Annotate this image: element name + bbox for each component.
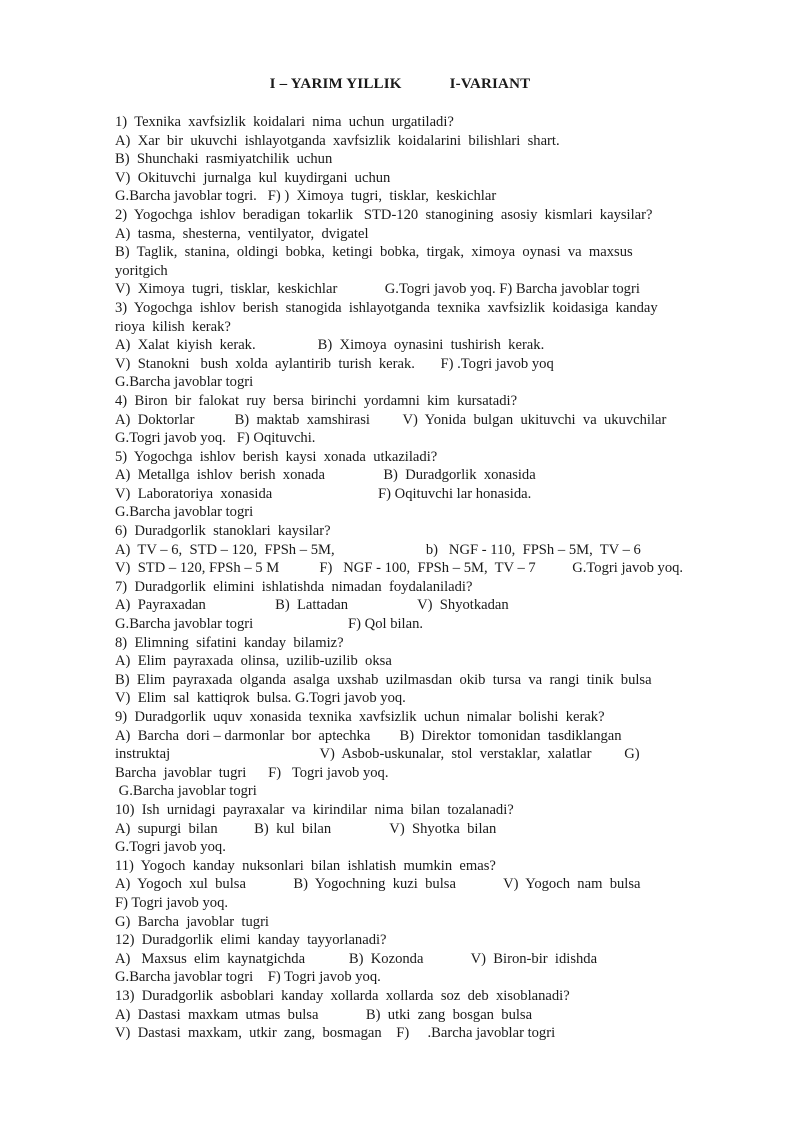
- text-line-content: G.Barcha javoblar togri: [115, 374, 254, 391]
- text-line-content: A) Metallga ishlov berish xonada B) Duradgorlik xonasida: [115, 467, 536, 484]
- text-line-content: V) STD – 120, FPSh – 5 M F) NGF - 100, FPSh – 5M, TV – 7 G.Togri javob yoq.: [115, 560, 684, 577]
- text-line-content: V) Stanokni bush xolda aylantirib turish kerak. F) .Togri javob yoq: [115, 355, 554, 372]
- text-line: [115, 1006, 740, 1025]
- text-line: [115, 150, 740, 169]
- text-line-content: A) Xalat kiyish kerak. B) Ximoya oynasini tushirish kerak.: [115, 337, 545, 354]
- text-line-content: G.Barcha javoblar togri: [115, 783, 257, 800]
- text-line: [115, 745, 740, 764]
- text-line: [115, 931, 740, 950]
- text-line: [115, 243, 740, 262]
- text-line-content: 4) Biron bir falokat ruy bersa birinchi yordamni kim kursatadi?: [115, 392, 518, 409]
- text-line-content: G) Barcha javoblar tugri: [115, 913, 269, 930]
- text-line: [115, 615, 740, 634]
- text-line-content: yoritgich: [115, 262, 168, 279]
- text-line: [115, 652, 740, 671]
- text-line: [115, 820, 740, 839]
- text-line: [115, 262, 740, 281]
- text-line-content: G.Togri javob yoq. F) Oqituvchi.: [115, 430, 316, 447]
- text-line-content: 8) Elimning sifatini kanday bilamiz?: [115, 634, 344, 651]
- text-line-content: 5) Yogochga ishlov berish kaysi xonada utkaziladi?: [115, 448, 438, 465]
- text-line: [115, 987, 740, 1006]
- text-line: [115, 671, 740, 690]
- text-line-content: A) supurgi bilan B) kul bilan V) Shyotka bilan: [115, 820, 497, 837]
- question-list: [115, 113, 740, 1043]
- text-line: [115, 392, 740, 411]
- text-line-content: A) Yogoch xul bulsa B) Yogochning kuzi bulsa V) Yogoch nam bulsa: [115, 876, 641, 893]
- text-line-content: 10) Ish urnidagi payraxalar va kirindilar nima bilan tozalanadi?: [115, 801, 514, 818]
- text-line: [115, 782, 740, 801]
- text-line-content: Barcha javoblar tugri F) Togri javob yoq.: [115, 764, 389, 781]
- title-variant: I-VARIANT: [449, 76, 531, 92]
- title-semester: I – YARIM YILLIK: [269, 76, 402, 92]
- page-title: [0, 76, 800, 93]
- text-line-content: V) Laboratoriya xonasida F) Oqituvchi lar honasida.: [115, 485, 532, 502]
- text-line: [115, 913, 740, 932]
- text-line: [115, 968, 740, 987]
- text-line-content: V) Elim sal kattiqrok bulsa. G.Togri javob yoq.: [115, 690, 406, 707]
- text-line: [115, 187, 740, 206]
- text-line-content: A) Barcha dori – darmonlar bor aptechka B) Direktor tomonidan tasdiklangan: [115, 727, 622, 744]
- text-line: [115, 373, 740, 392]
- text-line: [115, 336, 740, 355]
- text-line-content: A) Dastasi maxkam utmas bulsa B) utki zang bosgan bulsa: [115, 1006, 533, 1023]
- text-line: [115, 485, 740, 504]
- text-line-content: B) Shunchaki rasmiyatchilik uchun: [115, 151, 333, 168]
- text-line: [115, 355, 740, 374]
- text-line-content: A) Maxsus elim kaynatgichda B) Kozonda V) Biron-bir idishda: [115, 950, 598, 967]
- text-line: [115, 503, 740, 522]
- text-line: [115, 1024, 740, 1043]
- text-line-content: A) TV – 6, STD – 120, FPSh – 5M, b) NGF - 110, FPSh – 5M, TV – 6: [115, 541, 641, 558]
- text-line: [115, 318, 740, 337]
- text-line-content: G.Barcha javoblar togri F) Togri javob yoq.: [115, 969, 381, 986]
- text-line-content: V) Ximoya tugri, tisklar, keskichlar G.Togri javob yoq. F) Barcha javoblar togri: [115, 281, 640, 298]
- text-line-content: rioya kilish kerak?: [115, 318, 231, 335]
- text-line: [115, 541, 740, 560]
- text-line-content: G.Togri javob yoq.: [115, 839, 226, 856]
- text-line: [115, 466, 740, 485]
- text-line: [115, 801, 740, 820]
- text-line: [115, 764, 740, 783]
- text-line: [115, 132, 740, 151]
- text-line: [115, 429, 740, 448]
- text-line-content: A) Elim payraxada olinsa, uzilib-uzilib oksa: [115, 653, 392, 670]
- text-line-content: A) Payraxadan B) Lattadan V) Shyotkadan: [115, 597, 509, 614]
- text-line: [115, 634, 740, 653]
- text-line-content: B) Taglik, stanina, oldingi bobka, ketingi bobka, tirgak, ximoya oynasi va maxsus: [115, 244, 633, 261]
- text-line: [115, 559, 740, 578]
- text-line-content: G.Barcha javoblar togri: [115, 504, 254, 521]
- text-line-content: A) tasma, shesterna, ventilyator, dvigatel: [115, 225, 369, 242]
- text-line: [115, 206, 740, 225]
- text-line: [115, 411, 740, 430]
- text-line: [115, 689, 740, 708]
- text-line: [115, 708, 740, 727]
- text-line: [115, 875, 740, 894]
- text-line-content: 1) Texnika xavfsizlik koidalari nima uchun urgatiladi?: [115, 114, 454, 130]
- text-line: [115, 280, 740, 299]
- text-line: [115, 950, 740, 969]
- text-line-content: B) Elim payraxada olganda asalga uxshab uzilmasdan okib tursa va rangi tinik bulsa: [115, 671, 652, 688]
- text-line: [115, 727, 740, 746]
- text-line: [115, 838, 740, 857]
- text-line-content: F) Togri javob yoq.: [115, 894, 229, 911]
- text-line-content: V) Dastasi maxkam, utkir zang, bosmagan F) .Barcha javoblar togri: [115, 1025, 556, 1042]
- text-line-content: A) Xar bir ukuvchi ishlayotganda xavfsizlik koidalarini bilishlari shart.: [115, 132, 560, 149]
- text-line-content: G.Barcha javoblar togri. F) ) Ximoya tugri, tisklar, keskichlar: [115, 188, 497, 205]
- text-line-content: 13) Duradgorlik asboblari kanday xollarda xollarda soz deb xisoblanadi?: [115, 987, 570, 1004]
- text-line: [115, 596, 740, 615]
- text-line: [115, 448, 740, 467]
- text-line-content: 3) Yogochga ishlov berish stanogida ishlayotganda texnika xavfsizlik koidasiga kanday: [115, 299, 658, 316]
- text-line: [115, 522, 740, 541]
- text-line-content: 6) Duradgorlik stanoklari kaysilar?: [115, 523, 331, 540]
- text-line-content: 7) Duradgorlik elimini ishlatishda nimadan foydalaniladi?: [115, 578, 473, 595]
- text-line-content: 2) Yogochga ishlov beradigan tokarlik STD-120 stanogining asosiy kismlari kaysilar?: [115, 206, 653, 223]
- text-line: [115, 578, 740, 597]
- text-line-content: G.Barcha javoblar togri F) Qol bilan.: [115, 616, 424, 633]
- text-line-content: 9) Duradgorlik uquv xonasida texnika xavfsizlik uchun nimalar bolishi kerak?: [115, 709, 605, 725]
- text-line-content: V) Okituvchi jurnalga kul kuydirgani uchun: [115, 169, 391, 186]
- text-line-content: instruktaj V) Asbob-uskunalar, stol verstaklar, xalatlar G): [115, 746, 640, 763]
- text-line-content: 11) Yogoch kanday nuksonlari bilan ishlatish mumkin emas?: [115, 857, 496, 874]
- text-line: [115, 894, 740, 913]
- text-line-content: A) Doktorlar B) maktab xamshirasi V) Yonida bulgan ukituvchi va ukuvchilar: [115, 411, 667, 428]
- text-line: [115, 169, 740, 188]
- text-line: [115, 225, 740, 244]
- text-line: [115, 113, 740, 132]
- text-line: [115, 299, 740, 318]
- text-line-content: 12) Duradgorlik elimi kanday tayyorlanadi?: [115, 932, 387, 949]
- text-line: [115, 857, 740, 876]
